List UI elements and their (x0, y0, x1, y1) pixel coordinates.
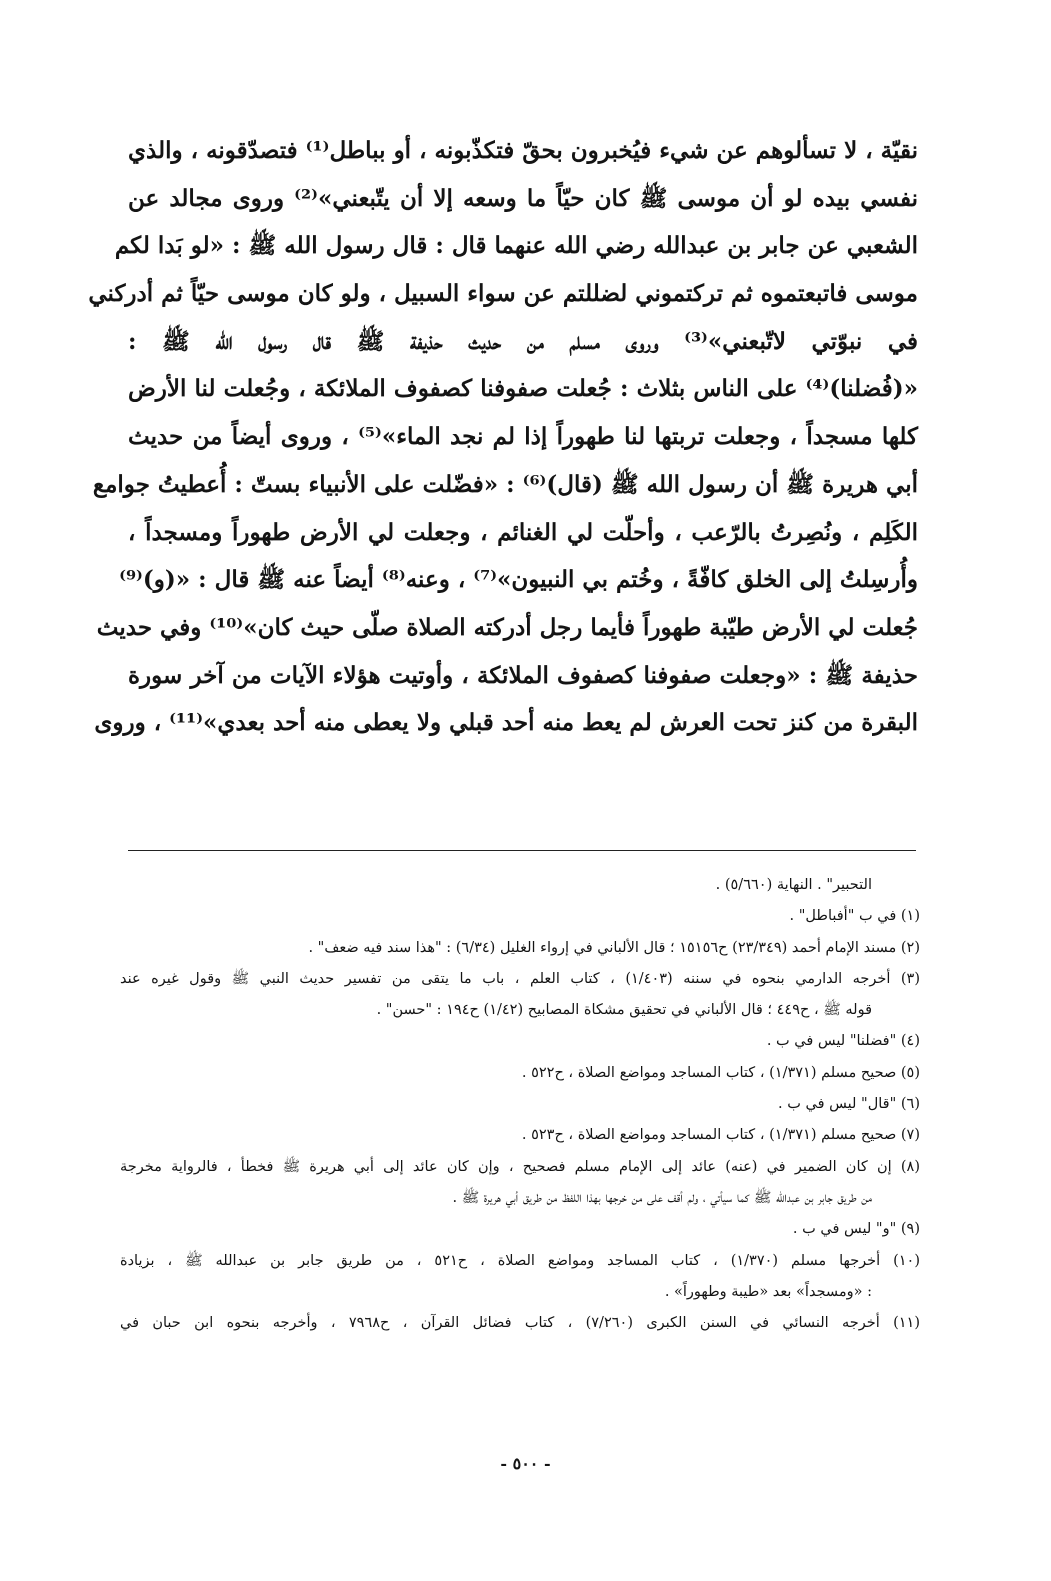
body-text-line: نقيّة ، لا تسألوهم عن شيء فيُخبرون بحقّ فتكذّبونه ، أو بباطل⁽¹⁾ فتصدّقونه ، والذي (128, 137, 918, 164)
footnote-line: (٨) إن كان الضمير في (عنه) عائد إلى الإمام مسلم فصحيح ، وإن كان عائد إلى أبي هريرة ﷺ فخطأ ، فالرواية مخرجة (120, 1158, 920, 1175)
footnote-line: (٣) أخرجه الدارمي بنحوه في سننه (١/٤٠٣) ، كتاب العلم ، باب ما يتقى من تفسير حديث النبي ﷺ وقول غيره عند (120, 970, 920, 987)
body-text-line: موسى فاتبعتموه ثم تركتموني لضللتم عن سواء السبيل ، ولو كان موسى حيّاً ثم أدركني (88, 280, 918, 308)
footnote-divider (128, 850, 916, 851)
body-text-line: «(فُضلنا)⁽⁴⁾ على الناس بثلاث : جُعلت صفوفنا كصفوف الملائكة ، وجُعلت لنا الأرض (128, 375, 918, 403)
footnote-line: (٦) "قال" ليس في ب . (778, 1096, 920, 1113)
footnote-line: قوله ﷺ ، ح٤٤٩ ؛ قال الألباني في تحقيق مشكاة المصابيح (١/٤٢) ح١٩٤ : "حسن" . (376, 1002, 872, 1019)
page-number: - ٥٠٠ - (500, 1454, 551, 1473)
footnotes-section (120, 870, 920, 1339)
footnote-line: : «ومسجداً» بعد «طيبة وطهوراً» . (664, 1283, 872, 1300)
body-text-line: أبي هريرة ﷺ أن رسول الله ﷺ (قال)⁽⁶⁾ : «فضّلت على الأنبياء بستّ : أُعطيتُ جوامع (92, 470, 918, 498)
footnote-line: (١١) أخرجه النسائي في السنن الكبرى (٧/٢٦٠) ، كتاب فضائل القرآن ، ح٧٩٦٨ ، وأخرجه بنحوه ابن حبان في (120, 1315, 920, 1332)
body-text-line: الشعبي عن جابر بن عبدالله رضي الله عنهما قال : قال رسول الله ﷺ : «لو بَدا لكم (114, 232, 918, 260)
footnote-line: من طريق جابر بن عبدالله ﷺ كما سيأتي ، ولم أقف على من خرجها بهذا اللفظ من طريق أبي هريرة ﷺ . (452, 1189, 872, 1206)
body-text-line: البقرة من كنز تحت العرش لم يعط منه أحد قبلي ولا يعطى منه أحد بعدي»⁽¹¹⁾ ، وروى (94, 709, 918, 737)
body-text-line: نفسي بيده لو أن موسى ﷺ كان حيّاً ما وسعه إلا أن يتّبعني»⁽²⁾ وروى مجالد عن (128, 184, 918, 212)
footnote-line: التحبير" . النهاية (٥/٦٦٠) . (715, 877, 872, 893)
body-text-line: حذيفة ﷺ : «وجعلت صفوفنا كصفوف الملائكة ، وأوتيت هؤلاء الآيات من آخر سورة (128, 661, 918, 689)
body-text-line: في نبوّتي لاتّبعني»⁽³⁾ وروى مسلم من حديث حذيفة ﷺ قال رسول الله ﷺ : (128, 327, 918, 355)
body-text-line: وأُرسِلتُ إلى الخلق كافّةً ، وخُتم بي النبيون»⁽⁷⁾ ، وعنه⁽⁸⁾ أيضاً عنه ﷺ قال : «(و)⁽⁹⁾ (119, 566, 918, 594)
body-text-line: جُعلت لي الأرض طيّبة طهوراً فأيما رجل أدركته الصلاة صلّى حيث كان»⁽¹⁰⁾ وفي حديث (96, 613, 918, 641)
footnote-line: (٧) صحيح مسلم (١/٣٧١) ، كتاب المساجد ومواضع الصلاة ، ح٥٢٣ . (521, 1127, 920, 1144)
body-text-line: الكَلِم ، ونُصِرتُ بالرّعب ، وأحلّت لي الغنائم ، وجعلت لي الأرض طهوراً ومسجداً ، (128, 518, 918, 546)
footnote-line: (٤) "فضلنا" ليس في ب . (766, 1033, 920, 1050)
footnote-line: (١) في ب "أفباطل" . (789, 908, 920, 925)
main-body-text (88, 127, 918, 747)
footnote-line: (٥) صحيح مسلم (١/٣٧١) ، كتاب المساجد ومواضع الصلاة ، ح٥٢٢ . (521, 1064, 920, 1081)
footnote-line: (٩) "و" ليس في ب . (792, 1221, 920, 1238)
footnote-line: (٢) مسند الإمام أحمد (٢٣/٣٤٩) ح١٥١٥٦ ؛ قال الألباني في إرواء الغليل (٦/٣٤) : "هذا سند فيه ضعف" . (308, 939, 920, 956)
footnote-line: (١٠) أخرجها مسلم (١/٣٧٠) ، كتاب المساجد ومواضع الصلاة ، ح٥٢١ ، من طريق جابر بن عبدالله ﷺ ، بزيادة (120, 1252, 920, 1269)
body-text-line: كلها مسجداً ، وجعلت تربتها لنا طهوراً إذا لم نجد الماء»⁽⁵⁾ ، وروى أيضاً من حديث (128, 423, 918, 451)
